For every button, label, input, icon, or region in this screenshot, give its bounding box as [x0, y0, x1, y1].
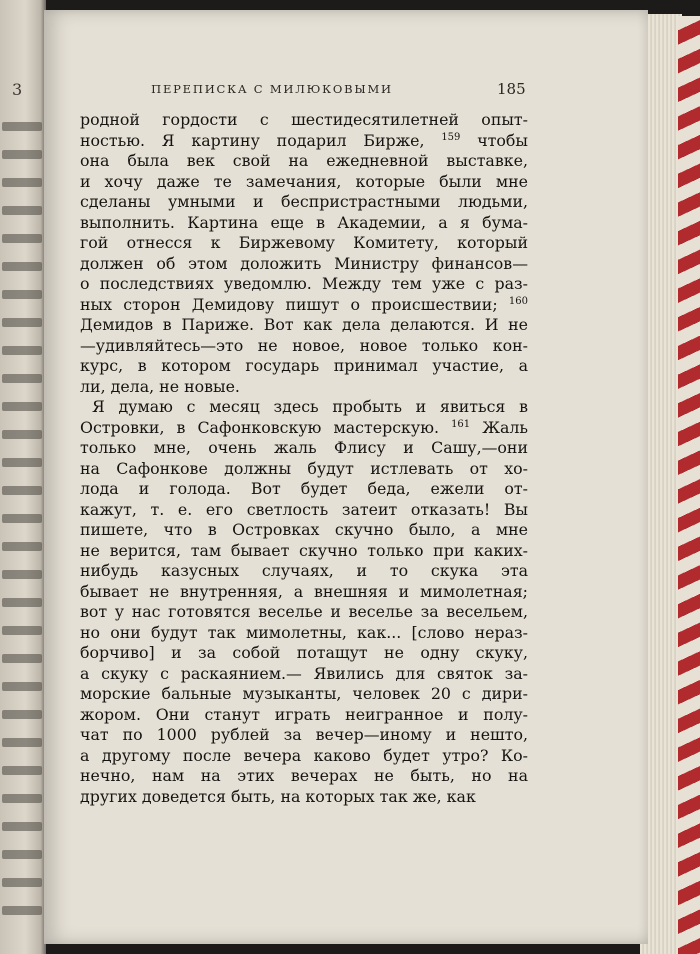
text-line: вот у нас готовятся веселье и веселье за весельем, — [80, 602, 528, 621]
footnote-ref: 159 — [441, 131, 461, 143]
facing-page-number: 3 — [12, 80, 23, 99]
text-line: о последствиях уведомлю. Между тем уже с раз- — [80, 274, 528, 293]
text-line: родной гордости с шестидесятилетней опыт- — [80, 110, 528, 129]
text-line: Демидов в Париже. Вот как дела делаются. И не — [80, 315, 528, 334]
text-line: других доведется быть, на которых так же, как — [80, 786, 476, 806]
text-line: но они будут так мимолетны, как... [слово нераз- — [80, 622, 528, 642]
text-line: нечно, нам на этих вечерах не быть, но на — [80, 766, 528, 785]
text-line: —удивляйтесь—это не новое, новое только кон- — [80, 335, 528, 355]
text-line: не верится, там бывает скучно только при каких- — [80, 540, 528, 560]
text-line: ных сторон Демидову пишут о происшествии; $^{160}$ — [80, 294, 528, 314]
text-line: морские бальные музыканты, человек 20 с дири- — [80, 684, 528, 703]
text-line: а другому после вечера каково будет утро? Ко- — [80, 745, 528, 765]
text-line: борчиво] и за собой потащут не одну скуку, — [80, 643, 528, 662]
text-line: а скуку с раскаянием.— Явились для святок за- — [80, 663, 528, 683]
text-line: чат по 1000 рублей за вечер—иному и нешто, — [80, 725, 528, 744]
running-head: ПЕРЕПИСКА С МИЛЮКОВЫМИ — [151, 82, 393, 96]
facing-page-text — [2, 122, 42, 934]
text-line: должен об этом доложить Министру финансов— — [80, 253, 528, 273]
footnote-ref: 160 — [508, 295, 528, 307]
text-line: гой отнесся к Биржевому Комитету, который — [80, 233, 528, 252]
text-line: лода и голода. Вот будет беда, ежели от- — [80, 479, 528, 498]
text-line: пишете, что в Островках скучно было, а мне — [80, 520, 528, 539]
text-line: ностью. Я картину подарил Бирже, $^{159}$ чтобы — [80, 130, 528, 150]
text-line: она была век свой на ежедневной выставке, — [80, 151, 528, 170]
facing-page — [0, 0, 46, 954]
striped-binding — [678, 16, 700, 954]
text-line: жором. Они станут играть неигранное и полу- — [80, 704, 528, 724]
text-line: бывает не внутренняя, а внешняя и мимолетная; — [80, 581, 528, 601]
page-number: 185 — [497, 80, 526, 98]
text-line: Я думаю с месяц здесь пробыть и явиться в — [92, 397, 528, 416]
text-line: ли, дела, не новые. — [80, 376, 240, 396]
text-line: сделаны умными и беспристрастными людьми, — [80, 192, 528, 211]
text-line: и хочу даже те замечания, которые были мне — [80, 171, 528, 191]
text-line: нибудь казусных случаях, и то скука эта — [80, 561, 528, 580]
text-line: Островки, в Сафонковскую мастерскую. $^{161}$ Жаль — [80, 417, 529, 437]
text-line: курс, в котором государь принимал участие, а — [80, 356, 528, 375]
text-line: кажут, т. е. его светлость затеит отказать! Вы — [80, 499, 528, 519]
text-line: выполнить. Картина еще в Академии, а я бума- — [80, 212, 528, 232]
footnote-ref: 161 — [451, 418, 471, 430]
text-line: только мне, очень жаль Флису и Сашу,—они — [80, 438, 528, 457]
body-text — [80, 110, 528, 807]
text-line: на Сафонкове должны будут истлевать от хо- — [80, 458, 528, 478]
